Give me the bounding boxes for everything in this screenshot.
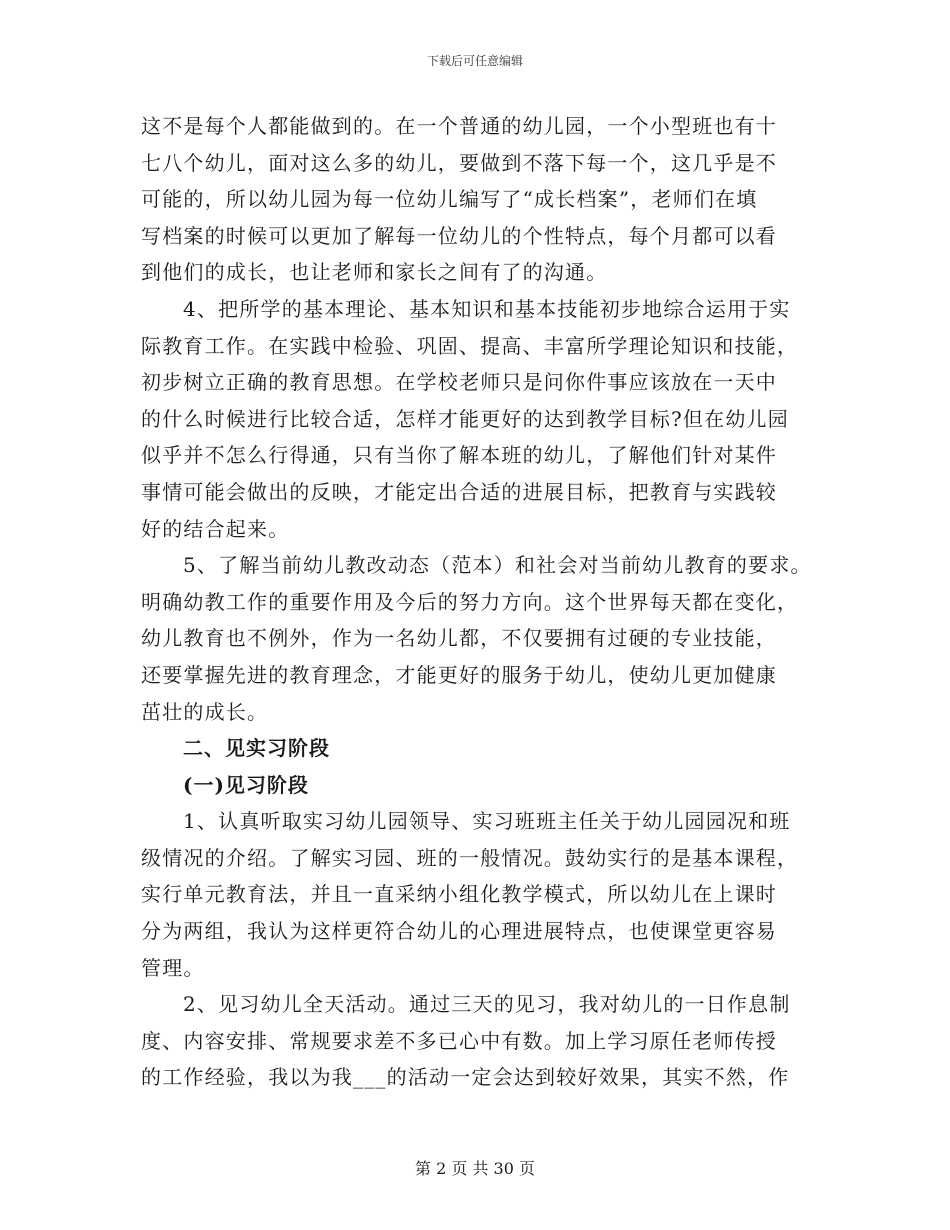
text-line: 的工作经验，我以为我___的活动一定会达到较好效果，其实不然，作 xyxy=(141,1065,790,1090)
page-header: 下载后可任意编辑 xyxy=(426,54,523,68)
paragraph-start: 5、了解当前幼儿教改动态（范本）和社会对当前幼儿教育的要求。 xyxy=(183,553,812,578)
text-line: 还要掌握先进的教育理念，才能更好的服务于幼儿，使幼儿更加健康 xyxy=(141,662,777,687)
text-line: 实行单元教育法，并且一直采纳小组化教学模式，所以幼儿在上课时 xyxy=(141,882,777,907)
text-line: 分为两组，我认为这样更符合幼儿的心理进展特点，也使课堂更容易 xyxy=(141,919,777,944)
text-line: 初步树立正确的教育思想。在学校老师只是问你件事应该放在一天中 xyxy=(141,370,777,395)
text-line: 际教育工作。在实践中检验、巩固、提高、丰富所学理论知识和技能， xyxy=(141,333,799,358)
text-line: 好的结合起来。 xyxy=(141,516,290,541)
paragraph-start: 2、见习幼儿全天活动。通过三天的见习，我对幼儿的一日作息制 xyxy=(183,992,791,1017)
paragraph-start: 4、把所学的基本理论、基本知识和基本技能初步地综合运用于实 xyxy=(183,296,791,321)
text-line: 明确幼教工作的重要作用及今后的努力方向。这个世界每天都在变化， xyxy=(141,589,799,614)
text-line: 写档案的时候可以更加了解每一位幼儿的个性特点，每个月都可以看 xyxy=(141,223,777,248)
text-line: 管理。 xyxy=(141,955,205,980)
text-line: 的什么时候进行比较合适，怎样才能更好的达到教学目标?但在幼儿园 xyxy=(141,406,789,431)
text-line: 到他们的成长，也让老师和家长之间有了的沟通。 xyxy=(141,260,608,285)
text-line: 事情可能会做出的反映，才能定出合适的进展目标，把教育与实践较 xyxy=(141,479,777,504)
text-line: 七八个幼儿，面对这么多的幼儿，要做到不落下每一个，这几乎是不 xyxy=(141,150,777,175)
paragraph-start: 1、认真听取实习幼儿园领导、实习班班主任关于幼儿园园况和班 xyxy=(183,809,791,834)
text-line: 茁壮的成长。 xyxy=(141,699,269,724)
text-line: 似乎并不怎么行得通，只有当你了解本班的幼儿，了解他们针对某件 xyxy=(141,443,777,468)
text-line: 这不是每个人都能做到的。在一个普通的幼儿园，一个小型班也有十 xyxy=(141,114,777,138)
page-number-footer: 第 2 页 共 30 页 xyxy=(415,1159,535,1178)
document-body xyxy=(141,108,821,1096)
text-line: 度、内容安排、常规要求差不多已心中有数。加上学习原任老师传授 xyxy=(141,1028,777,1053)
text-line: 可能的，所以幼儿园为每一位幼儿编写了“成长档案”，老师们在填 xyxy=(141,187,758,212)
section-heading: 二、见实习阶段 xyxy=(183,736,330,761)
text-line: 级情况的介绍。了解实习园、班的一般情况。鼓幼实行的是基本课程， xyxy=(141,845,799,870)
subsection-heading: (一)见习阶段 xyxy=(183,772,309,797)
text-line: 幼儿教育也不例外，作为一名幼儿都，不仅要拥有过硬的专业技能， xyxy=(141,626,777,651)
